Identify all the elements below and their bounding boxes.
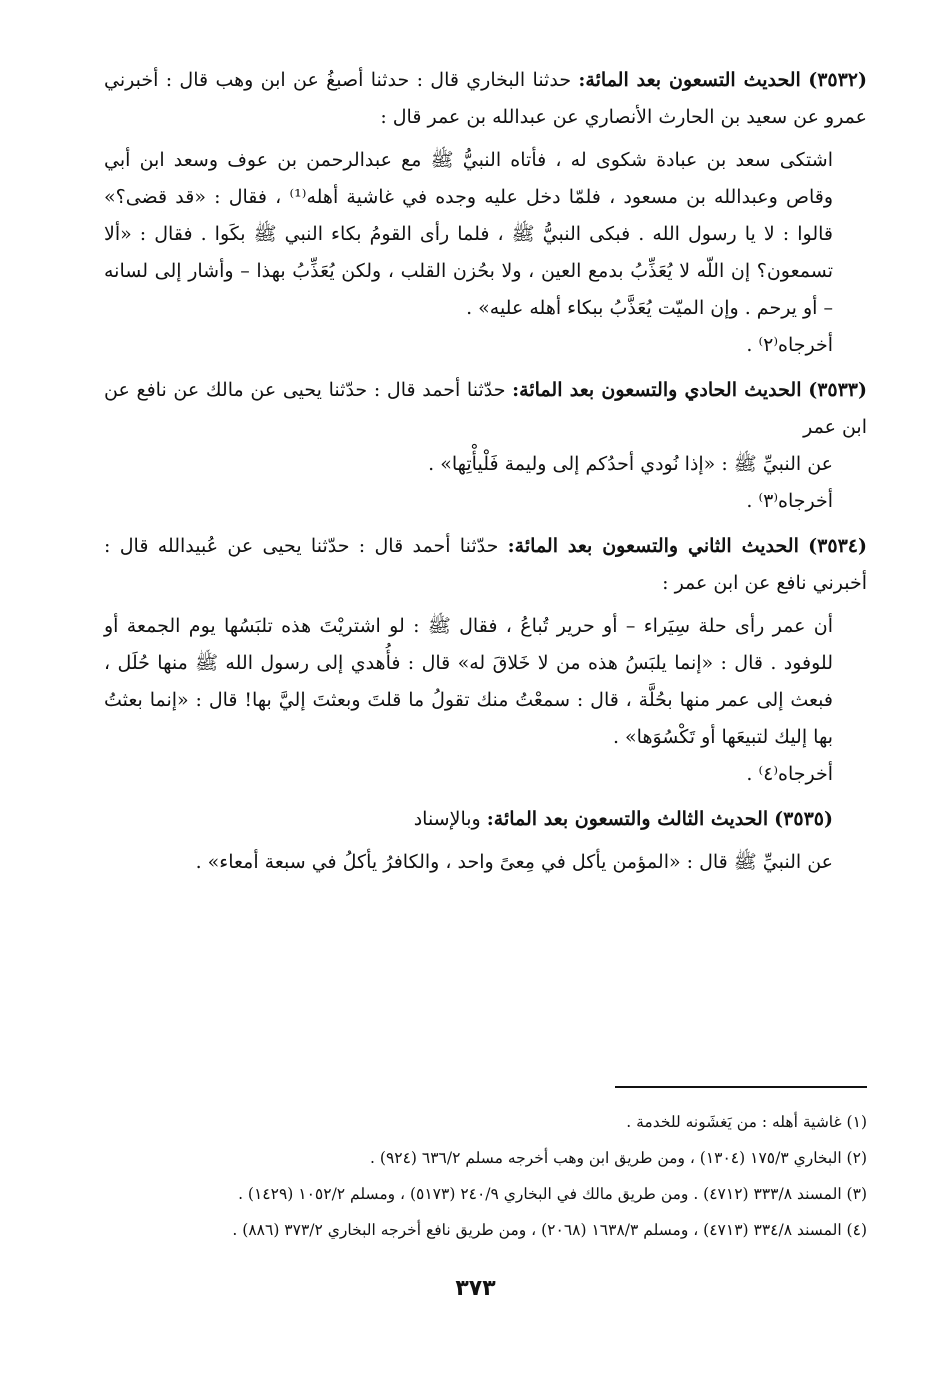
hadith-isnad: حدثنا البخاري قال : حدثنا أصبغُ عن ابن وهب قال : أخبرني عمرو عن سعيد بن الحارث الأنصاري عن عبدالله بن عمر قال : (104, 69, 867, 128)
footnote-divider (615, 1086, 867, 1088)
footnote-3: (٣) المسند ٣٣٣/٨ (٤٧١٢) . ومن طريق مالك في البخاري ٢٤٠/٩ (٥١٧٣) ، ومسلم ١٠٥٢/٢ (١٤٢٩) . (238, 1185, 867, 1203)
hadith-3534-takhrij: أخرجاه⁽٤⁾ . (746, 763, 833, 785)
hadith-number: (٣٥٣٥) (774, 808, 833, 830)
hadith-3533-takhrij: أخرجاه⁽٣⁾ . (746, 490, 833, 512)
hadith-3535-matn: عن النبيِّ ﷺ قال : «المؤمن يأكل في مِعىً واحد ، والكافرُ يأكلُ في سبعة أمعاء» . (195, 851, 833, 873)
hadith-3535-header (104, 801, 867, 838)
hadith-title: الحديث الحادي والتسعون بعد المائة: (512, 379, 802, 401)
hadith-number: (٣٥٣٣) (808, 379, 868, 401)
main-text (104, 62, 867, 881)
hadith-isnad: حدّثنا أحمد قال : حدّثنا يحيى عن عُبيدالله قال : أخبرني نافع عن ابن عمر : (104, 535, 867, 594)
hadith-3534-header (104, 528, 867, 602)
hadith-3532-header (104, 62, 867, 136)
hadith-title: الحديث الثالث والتسعون بعد المائة: (486, 808, 769, 830)
footnotes (104, 1104, 867, 1248)
hadith-number: (٣٥٣٤) (808, 535, 867, 557)
hadith-3534-matn: أن عمر رأى حلة سِيَراء – أو حرير تُباعُ ، فقال ﷺ : لو اشتريْتَ هذه تلبَسُها يوم الجمعة أو للوفود . قال : «إنما يلبَسُ هذه من لا خَلاقَ له» قال : فأُهدي إلى رسول الله ﷺ منها حُلَل ، فبعث إلى عمر منها بحُلَّة ، قال : سمعْتُ منك تقولُ ما قلتَ وبعثتَ إليَّ بها! قال : «إنما بعثتُ بها إليك لتبيعَها أو تَكْسُوَها» . (104, 615, 833, 748)
hadith-3533-matn: عن النبيِّ ﷺ : «إذا نُودي أحدُكم إلى وليمة فَلْيأْتِها» . (428, 453, 833, 475)
page-number: ٣٧٣ (455, 1276, 496, 1301)
footnote-2: (٢) البخاري ١٧٥/٣ (١٣٠٤) ، ومن طريق ابن وهب أخرجه مسلم ٦٣٦/٢ (٩٢٤) . (370, 1149, 867, 1167)
hadith-number: (٣٥٣٢) (808, 69, 868, 91)
hadith-3533-header (104, 372, 867, 446)
footnote-1: (١) غاشية أهله : من يَغشَونه للخدمة . (626, 1113, 867, 1131)
footnote-4: (٤) المسند ٣٣٤/٨ (٤٧١٣) ، ومسلم ١٦٣٨/٣ (٢٠٦٨) ، ومن طريق نافع أخرجه البخاري ٣٧٣/٢ (٨٨٦) . (232, 1221, 867, 1239)
hadith-isnad: حدّثنا أحمد قال : حدّثنا يحيى عن مالك عن نافع عن ابن عمر (104, 379, 867, 438)
hadith-title: الحديث الثاني والتسعون بعد المائة: (507, 535, 799, 557)
hadith-3532-matn: اشتكى سعد بن عبادة شكوى له ، فأتاه النبيُّ ﷺ مع عبدالرحمن بن عوف وسعد ابن أبي وقاص وعبدالله بن مسعود ، فلمّا دخل عليه وجده في غاشية أهله⁽¹⁾ ، فقال : «قد قضى؟» قالوا : لا يا رسول الله . فبكى النبيُّ ﷺ ، فلما رأى القومُ بكاء النبي ﷺ بكَوا . فقال : «ألا تسمعون؟ إن اللّه لا يُعَذِّبُ بدمع العين ، ولا بحُزن القلب ، ولكن يُعَذِّبُ بهذا – وأشار إلى لسانه – أو يرحم . وإن الميّت يُعَذَّبُ ببكاء أهله عليه» . (104, 149, 833, 319)
hadith-3532-takhrij: أخرجاه⁽٢⁾ . (746, 334, 833, 356)
hadith-isnad: وبالإسناد (413, 808, 481, 830)
hadith-title: الحديث التسعون بعد المائة: (578, 69, 801, 91)
